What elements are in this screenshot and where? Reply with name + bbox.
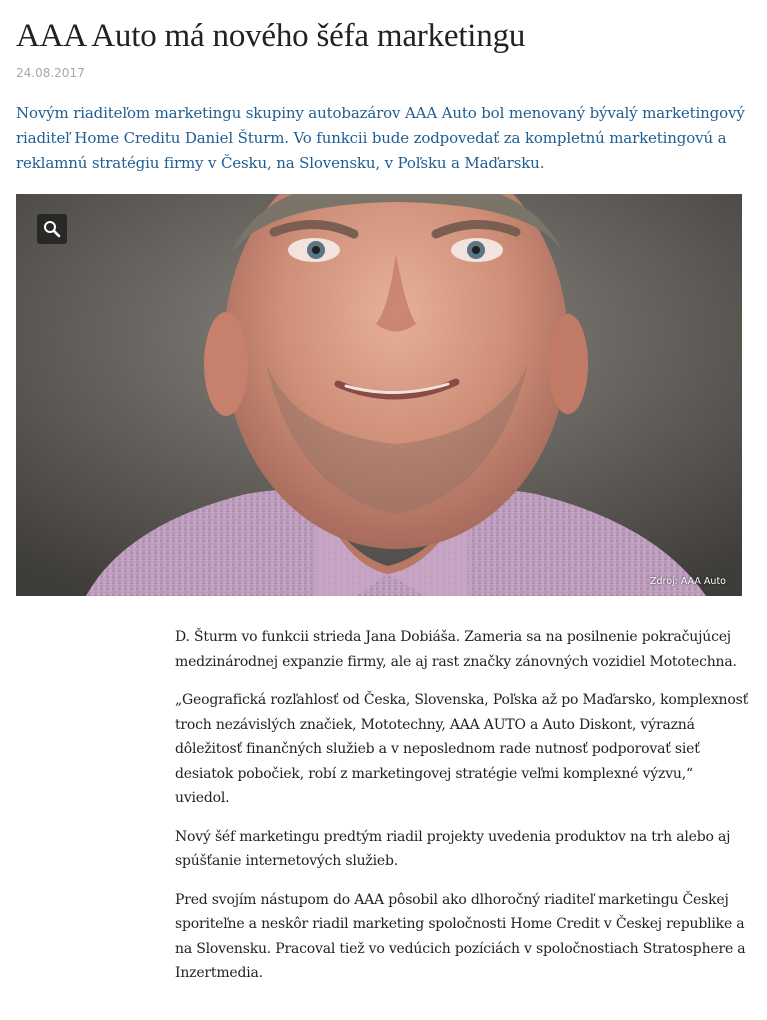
article-paragraph: Nový šéf marketingu predtým riadil projekty uvedenia produktov na trh alebo aj spúšťanie internetových služieb. [175,828,731,869]
magnifier-icon [43,220,61,238]
photo-credit: Zdroj: AAA Auto [649,576,726,587]
zoom-button[interactable] [37,214,67,244]
article-paragraph: Pred svojím nástupom do AAA pôsobil ako dlhoročný riaditeľ marketingu Českej sporiteľne a neskôr riadil marketing spoločnosti Home Credit v Českej republike a na Slovensku. Pracoval tiež vo vedúcich pozíciách v spoločnostiach Stratosphere a Inzertmedia. [175,891,746,981]
portrait-illustration [16,194,742,596]
article-title: AAA Auto má nového šéfa marketingu [16,18,526,54]
article-photo[interactable] [16,194,742,596]
article-paragraph: „Geografická rozľahlosť od Česka, Slovenska, Poľska až po Maďarsko, komplexnosť troch nezávislých značiek, Mototechny, AAA AUTO a Auto Diskont, výrazná dôležitosť finančných služieb a v neposlednom rade nutnosť podporovať sieť desiatok pobočiek, robí z marketingovej stratégie veľmi komplexné výzvu,“ uviedol. [175,692,748,806]
article-body [175,625,750,1000]
article-date: 24.08.2017 [16,66,85,80]
article-perex: Novým riaditeľom marketingu skupiny autobazárov AAA Auto bol menovaný bývalý marketingový riaditeľ Home Creditu Daniel Šturm. Vo funkcii bude zodpovedať za kompletnú marketingovú a reklamnú stratégiu firmy v Česku, na Slovensku, v Poľsku a Maďarsku. [16,104,745,172]
article-paragraph: D. Šturm vo funkcii strieda Jana Dobiáša. Zameria sa na posilnenie pokračujúcej medzinárodnej expanzie firmy, ale aj rast značky zánovných vozidiel Mototechna. [175,629,737,670]
